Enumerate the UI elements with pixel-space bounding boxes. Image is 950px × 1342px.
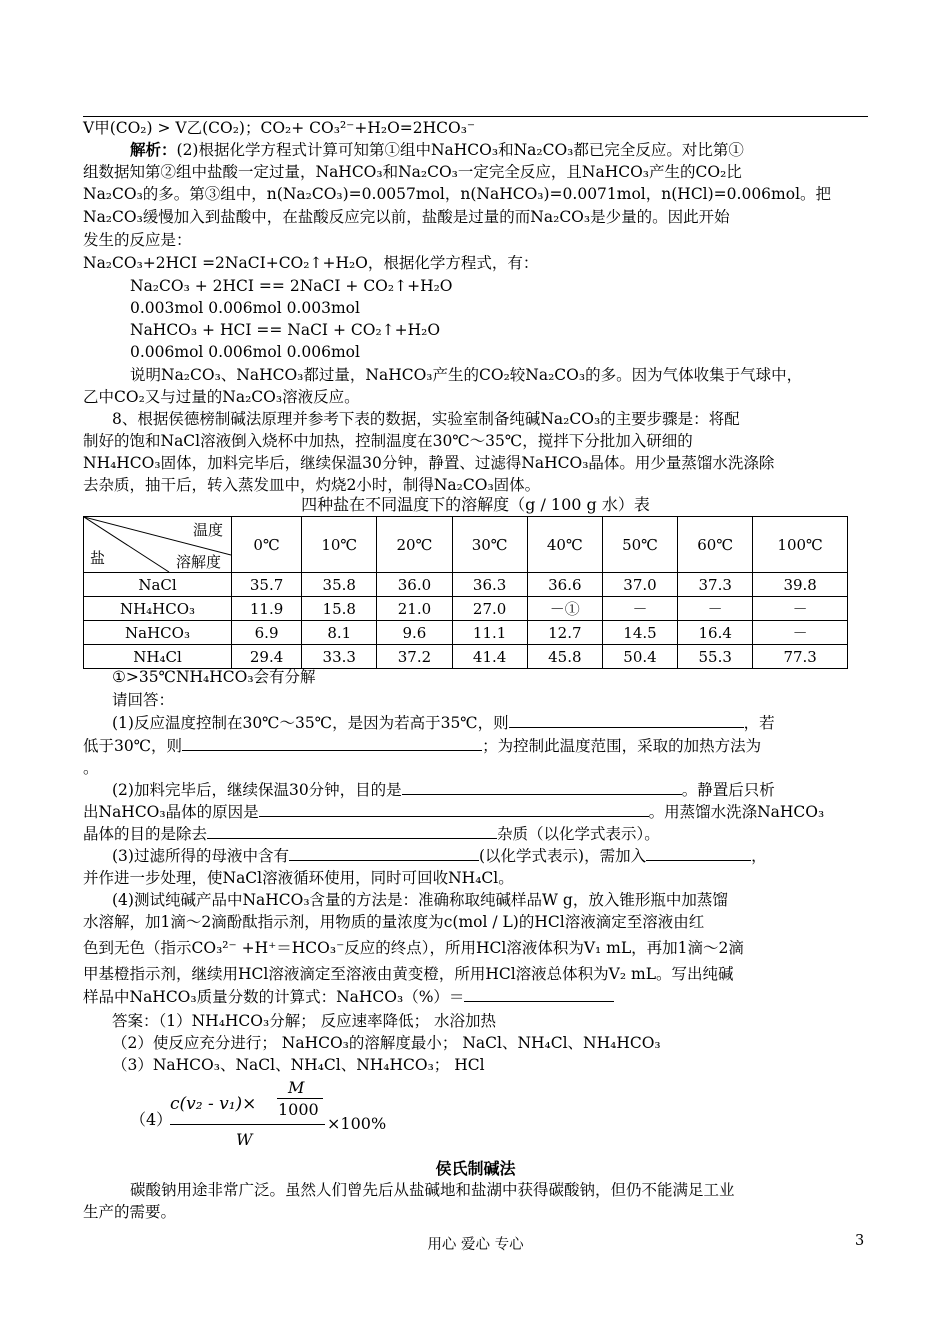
answer-blank[interactable] bbox=[464, 986, 614, 1002]
question-3-line: 并作进一步处理，使NaCl溶液循环使用，同时可回收NH₄Cl。 bbox=[83, 869, 514, 887]
text-line: Na₂CO₃的多。第③组中，n(Na₂CO₃)=0.0057mol，n(NaHCO₃)=0.0071mol，n(HCl)=0.006mol。把 bbox=[83, 185, 832, 203]
text-line: Na₂CO₃缓慢加入到盐酸中，在盐酸反应完以前，盐酸是过量的而Na₂CO₃是少量的。因此开始 bbox=[83, 208, 730, 226]
q2-text: 。用蒸馏水洗涤NaHCO₃ bbox=[648, 803, 825, 821]
analysis-text: (2)根据化学方程式计算可知第①组中NaHCO₃和Na₂CO₃都已完全反应。对比第① bbox=[176, 141, 744, 159]
table-corner-cell bbox=[84, 517, 232, 573]
question-2-line bbox=[83, 801, 868, 823]
table-cell: 55.3 bbox=[678, 645, 753, 669]
answer-blank[interactable] bbox=[646, 845, 751, 861]
table-cell: 11.9 bbox=[232, 597, 302, 621]
table-header-row bbox=[84, 517, 848, 573]
salt-name: NaCl bbox=[84, 573, 232, 597]
formula-tail: ×100% bbox=[327, 1114, 387, 1133]
table-cell: － bbox=[753, 621, 848, 645]
table-cell: 16.4 bbox=[678, 621, 753, 645]
question-4-line bbox=[83, 986, 868, 1008]
table-cell: 37.0 bbox=[602, 573, 677, 597]
q1-text: ；为控制此温度范围，采取的加热方法为 bbox=[482, 737, 762, 755]
temp-header: 0℃ bbox=[232, 517, 302, 573]
table-cell: 12.7 bbox=[527, 621, 602, 645]
question-line: NH₄HCO₃固体，加料完毕后，继续保温30分钟，静置、过滤得NaHCO₃晶体。用少量蒸馏水洗涤除 bbox=[83, 454, 775, 472]
salt-name: NH₄HCO₃ bbox=[84, 597, 232, 621]
table-cell: 37.2 bbox=[377, 645, 452, 669]
paragraph-line: 生产的需要。 bbox=[83, 1203, 177, 1221]
equation-line: Na₂CO₃ + 2HCI == 2NaCI + CO₂↑+H₂O bbox=[130, 277, 453, 295]
question-3-line bbox=[112, 845, 868, 867]
section-title: 侯氏制碱法 bbox=[435, 1159, 516, 1178]
temp-header: 10℃ bbox=[302, 517, 377, 573]
text-line: 乙中CO₂又与过量的Na₂CO₃溶液反应。 bbox=[83, 388, 360, 406]
q3-text: (以化学式表示)，需加入 bbox=[478, 847, 647, 865]
q2-text: 杂质（以化学式表示）。 bbox=[497, 825, 660, 843]
corner-temp-label: 温度 bbox=[192, 521, 223, 539]
formula-main-bar bbox=[170, 1124, 325, 1125]
paragraph-line: 碳酸钠用途非常广泛。虽然人们曾先后从盐碱地和盐湖中获得碳酸钠，但仍不能满足工业 bbox=[130, 1181, 735, 1199]
formula-numerator: c(v₂ - v₁)× bbox=[170, 1094, 257, 1114]
question-4-line: 甲基橙指示剂，继续用HCl溶液滴定至溶液由黄变橙，所用HCl溶液总体积为V₂ mL。写出纯碱 bbox=[83, 965, 734, 983]
formula-inner-numerator: M bbox=[288, 1078, 305, 1097]
table-cell: 8.1 bbox=[302, 621, 377, 645]
prompt-text: 请回答： bbox=[112, 691, 175, 709]
table-cell: 77.3 bbox=[753, 645, 848, 669]
table-cell: 33.3 bbox=[302, 645, 377, 669]
table-cell: 6.9 bbox=[232, 621, 302, 645]
salt-name: NaHCO₃ bbox=[84, 621, 232, 645]
table-row bbox=[84, 645, 848, 669]
table-cell: 41.4 bbox=[452, 645, 527, 669]
table-cell: 35.8 bbox=[302, 573, 377, 597]
q1-text: 低于30℃，则 bbox=[83, 737, 183, 755]
question-4-line: (4)测试纯碱产品中NaHCO₃含量的方法是：准确称取纯碱样品W g，放入锥形瓶中加蒸馏 bbox=[112, 891, 728, 909]
table-cell: 9.6 bbox=[377, 621, 452, 645]
analysis-line bbox=[130, 139, 868, 161]
table-cell: 45.8 bbox=[527, 645, 602, 669]
answer-line: （3）NaHCO₃、NaCl、NH₄Cl、NH₄HCO₃； HCl bbox=[112, 1056, 485, 1074]
table-cell: 27.0 bbox=[452, 597, 527, 621]
page-footer: 用心 爱心 专心 bbox=[427, 1237, 524, 1253]
table-cell: － bbox=[753, 597, 848, 621]
question-1-line: 。 bbox=[83, 759, 99, 777]
table-cell: 36.3 bbox=[452, 573, 527, 597]
question-line: 8、根据侯德榜制碱法原理并参考下表的数据，实验室制备纯碱Na₂CO₃的主要步骤是：将配 bbox=[112, 410, 740, 428]
equation-line: 0.003mol 0.006mol 0.003mol bbox=[130, 299, 360, 317]
q4-text: 样品中NaHCO₃质量分数的计算式：NaHCO₃（%）＝ bbox=[83, 988, 465, 1006]
corner-sol-label: 溶解度 bbox=[175, 553, 221, 571]
table-caption: 四种盐在不同温度下的溶解度（g / 100 g 水）表 bbox=[301, 495, 650, 514]
question-1-line bbox=[83, 735, 868, 757]
temp-header: 50℃ bbox=[602, 517, 677, 573]
formula-label: （4） bbox=[130, 1110, 173, 1129]
q2-text: 晶体的目的是除去 bbox=[83, 825, 208, 843]
q1-text: ，若 bbox=[743, 714, 775, 732]
table-cell: － bbox=[678, 597, 753, 621]
table-cell: 37.3 bbox=[678, 573, 753, 597]
temp-header: 30℃ bbox=[452, 517, 527, 573]
table-cell: 36.6 bbox=[527, 573, 602, 597]
table-cell: 39.8 bbox=[753, 573, 848, 597]
temp-header: 40℃ bbox=[527, 517, 602, 573]
table-cell: 35.7 bbox=[232, 573, 302, 597]
question-1-line bbox=[112, 712, 868, 734]
answer-blank[interactable] bbox=[207, 823, 497, 839]
text-line: 说明Na₂CO₃、NaHCO₃都过量，NaHCO₃产生的CO₂较Na₂CO₃的多。因为气体收集于气球中， bbox=[130, 366, 803, 384]
q2-text: (2)加料完毕后，继续保温30分钟，目的是 bbox=[112, 781, 402, 799]
formula-inner-bar bbox=[277, 1098, 323, 1099]
q2-text: 。静置后只析 bbox=[681, 781, 775, 799]
solubility-table bbox=[83, 516, 848, 669]
answer-line: （2）使反应充分进行； NaHCO₃的溶解度最小； NaCl、NH₄Cl、NH₄HCO₃ bbox=[112, 1034, 661, 1052]
table-row bbox=[84, 597, 848, 621]
answer-line: 答案：（1）NH₄HCO₃分解； 反应速率降低； 水浴加热 bbox=[112, 1012, 497, 1030]
formula-denominator: W bbox=[236, 1130, 253, 1149]
table-cell: 21.0 bbox=[377, 597, 452, 621]
table-cell: 14.5 bbox=[602, 621, 677, 645]
answer-blank[interactable] bbox=[259, 801, 649, 817]
answer-blank[interactable] bbox=[182, 735, 482, 751]
answer-blank[interactable] bbox=[289, 845, 479, 861]
page-number: 3 bbox=[855, 1233, 865, 1249]
table-cell: 11.1 bbox=[452, 621, 527, 645]
corner-salt-label: 盐 bbox=[90, 549, 106, 567]
q2-text: 出NaHCO₃晶体的原因是 bbox=[83, 803, 259, 821]
formula-inner-denominator: 1000 bbox=[278, 1100, 319, 1119]
text-line: 发生的反应是： bbox=[83, 231, 192, 249]
question-line: 制好的饱和NaCl溶液倒入烧杯中加热，控制温度在30℃～35℃，搅拌下分批加入研细的 bbox=[83, 432, 693, 450]
text-line: 组数据知第②组中盐酸一定过量，NaHCO₃和Na₂CO₃一定完全反应，且NaHCO₃产生的CO₂比 bbox=[83, 163, 742, 181]
table-cell: 15.8 bbox=[302, 597, 377, 621]
answer-blank[interactable] bbox=[402, 779, 682, 795]
q3-text: (3)过滤所得的母液中含有 bbox=[112, 847, 289, 865]
table-row bbox=[84, 573, 848, 597]
answer-blank[interactable] bbox=[509, 712, 744, 728]
question-2-line bbox=[112, 779, 868, 801]
question-2-line bbox=[83, 823, 868, 845]
temp-header: 60℃ bbox=[678, 517, 753, 573]
table-cell: 29.4 bbox=[232, 645, 302, 669]
question-4-line: 水溶解，加1滴～2滴酚酞指示剂，用物质的量浓度为c(mol / L)的HCl溶液滴定至溶液由红 bbox=[83, 913, 705, 931]
temp-header: 100℃ bbox=[753, 517, 848, 573]
text-line: V甲(CO₂) > V乙(CO₂)；CO₂+ CO₃²⁻+H₂O=2HCO₃⁻ bbox=[83, 119, 476, 137]
table-cell: 50.4 bbox=[602, 645, 677, 669]
equation-line: 0.006mol 0.006mol 0.006mol bbox=[130, 343, 360, 361]
table-cell: 36.0 bbox=[377, 573, 452, 597]
table-cell: －① bbox=[527, 597, 602, 621]
answer-formula bbox=[130, 1078, 410, 1158]
question-4-line: 色到无色（指示CO₃²⁻ +H⁺＝HCO₃⁻反应的终点），所用HCl溶液体积为V₁ mL，再加1滴～2滴 bbox=[83, 939, 744, 957]
table-row bbox=[84, 621, 848, 645]
equation-line: Na₂CO₃+2HCI =2NaCI+CO₂↑+H₂O，根据化学方程式，有： bbox=[83, 254, 539, 272]
q1-text: (1)反应温度控制在30℃～35℃，是因为若高于35℃，则 bbox=[112, 714, 509, 732]
table-footnote: ①>35℃NH₄HCO₃会有分解 bbox=[112, 668, 316, 686]
salt-name: NH₄Cl bbox=[84, 645, 232, 669]
analysis-label: 解析： bbox=[130, 140, 177, 159]
q3-text: ， bbox=[751, 847, 767, 865]
equation-line: NaHCO₃ + HCI == NaCI + CO₂↑+H₂O bbox=[130, 321, 441, 339]
temp-header: 20℃ bbox=[377, 517, 452, 573]
table-cell: － bbox=[602, 597, 677, 621]
question-line: 去杂质，抽干后，转入蒸发皿中，灼烧2小时，制得Na₂CO₃固体。 bbox=[83, 476, 541, 494]
